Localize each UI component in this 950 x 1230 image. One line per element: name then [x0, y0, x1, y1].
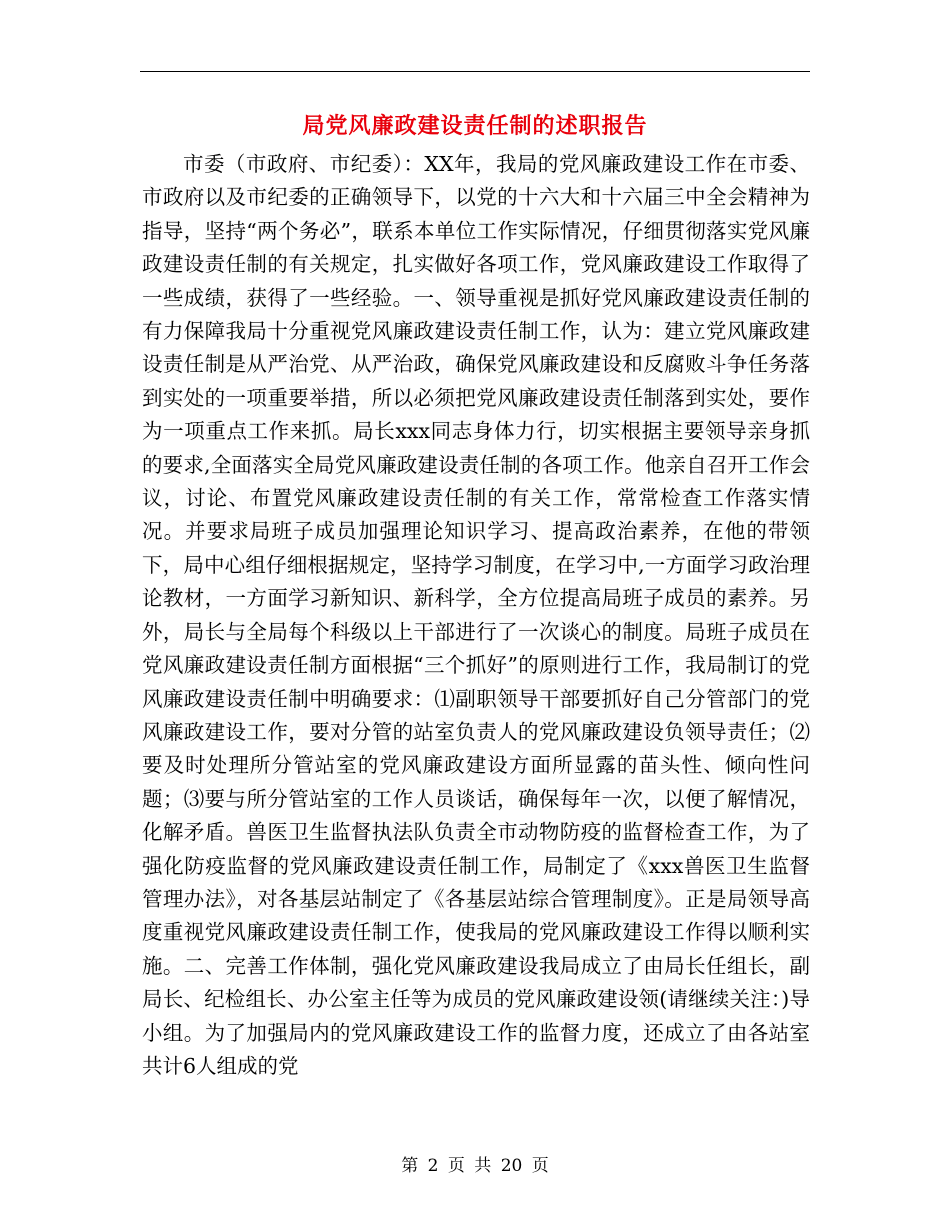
body-paragraph: 市委（市政府、市纪委）：XX年，我局的党风廉政建设工作在市委、市政府以及市纪委的正确领导下，以党的十六大和十六届三中全会精神为指导，坚持“两个务必”，联系本单位工作实际情况，仔细贯彻落实党风廉政建设责任制的有关规定，扎实做好各项工作，党风廉政建设工作取得了一些成绩，获得了一些经验。一、领导重视是抓好党风廉政建设责任制的有力保障我局十分重视党风廉政建设责任制工作，认为：建立党风廉政建设责任制是从严治党、从严治政，确保党风廉政建设和反腐败斗争任务落到实处的一项重要举措，所以必须把党风廉政建设责任制落到实处，要作为一项重点工作来抓。局长xxx同志身体力行，切实根据主要领导亲身抓的要求,全面落实全局党风廉政建设责任制的各项工作。他亲自召开工作会议，讨论、布置党风廉政建设责任制的有关工作，常常检查工作落实情况。并要求局班子成员加强理论知识学习、提高政治素养，在他的带领下，局中心组仔细根据规定，坚持学习制度，在学习中,一方面学习政治理论教材，一方面学习新知识、新科学，全方位提高局班子成员的素养。另外，局长与全局每个科级以上干部进行了一次谈心的制度。局班子成员在党风廉政建设责任制方面根据“三个抓好”的原则进行工作，我局制订的党风廉政建设责任制中明确要求：⑴副职领导干部要抓好自己分管部门的党风廉政建设工作，要对分管的站室负责人的党风廉政建设负领导责任；⑵要及时处理所分管站室的党风廉政建设方面所显露的苗头性、倾向性问题；⑶要与所分管站室的工作人员谈话，确保每年一次，以便了解情况，化解矛盾。兽医卫生监督执法队负责全市动物防疫的监督检查工作，为了强化防疫监督的党风廉政建设责任制工作，局制定了《xxx兽医卫生监督管理办法》，对各基层站制定了《各基层站综合管理制度》。正是局领导高度重视党风廉政建设责任制工作，使我局的党风廉政建设工作得以顺利实施。二、完善工作体制，强化党风廉政建设我局成立了由局长任组长，副局长、纪检组长、办公室主任等为成员的党风廉政建设领(请继续关注：)导小组。为了加强局内的党风廉政建设工作的监督力度，还成立了由各站室共计6人组成的党 — [142, 152, 810, 1078]
document-title: 局党风廉政建设责任制的述职报告 — [302, 113, 648, 139]
header-rule — [140, 71, 810, 72]
page-footer: 第 2 页 共 20 页 — [401, 1156, 549, 1176]
